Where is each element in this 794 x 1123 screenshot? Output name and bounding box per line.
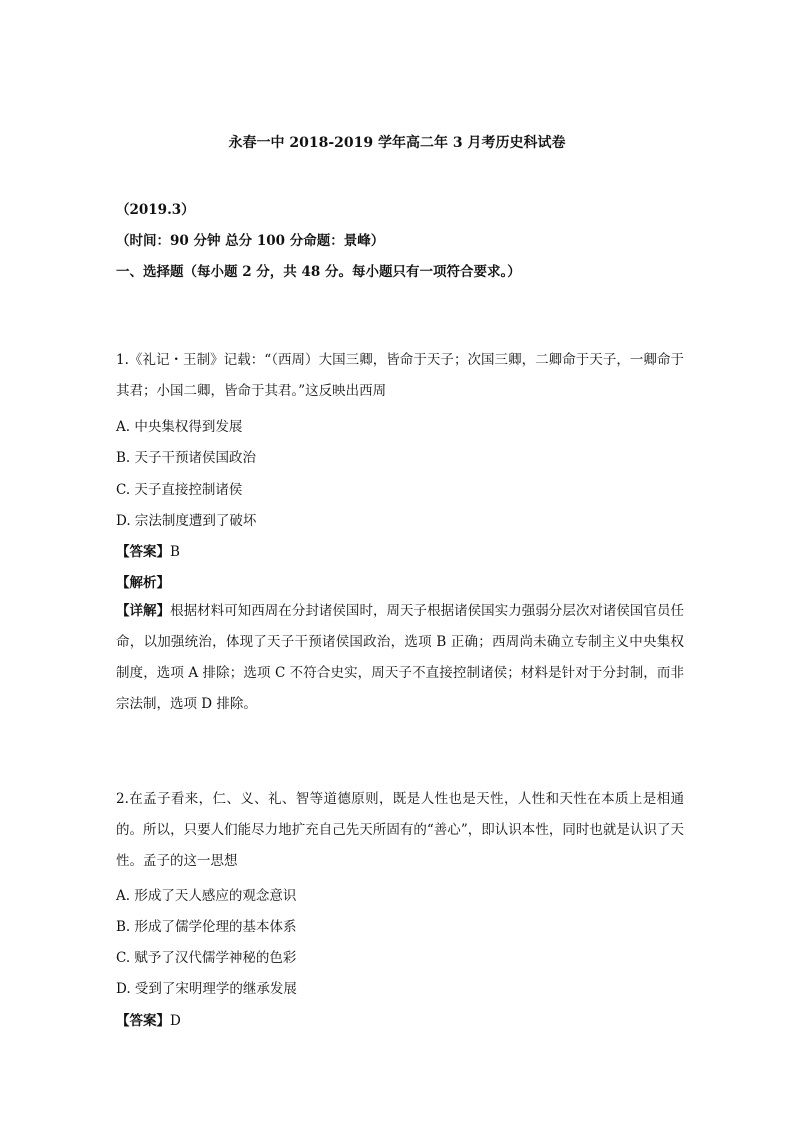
exam-date: （2019.3）: [116, 202, 195, 218]
question-2-option-b: B. 形成了儒学伦理的基本体系: [116, 919, 297, 935]
question-1-detail: [116, 596, 684, 720]
question-1-option-b: B. 天子干预诸侯国政治: [116, 450, 257, 466]
question-2-option-a: A. 形成了天人感应的观念意识: [116, 888, 297, 904]
answer-label: 【答案】: [116, 1013, 170, 1029]
analysis-label: 【解析】: [116, 575, 170, 591]
question-2-option-d: D. 受到了宋明理学的继承发展: [116, 981, 297, 997]
question-1-stem: 1.《礼记・王制》记载：“（西周）大国三卿，皆命于天子；次国三卿，二卿命于天子，一卿命于其君；小国二卿，皆命于其君。”这反映出西周: [116, 352, 684, 399]
answer-value: D: [170, 1013, 181, 1029]
question-2-answer: [116, 1009, 181, 1029]
question-1-option-d: D. 宗法制度遭到了破坏: [116, 513, 257, 529]
question-1-option-a: A. 中央集权得到发展: [116, 419, 243, 435]
exam-title: 永春一中 2018-2019 学年高二年 3 月考历史科试卷: [228, 135, 566, 151]
detail-label: 【详解】: [116, 603, 171, 619]
question-2-stem: 2.在孟子看来，仁、义、礼、智等道德原则，既是人性也是天性，人性和天性在本质上是相通的。所以，只要人们能尽力地扩充自己先天所固有的“善心”，即认识本性，同时也就是认识了天性。孟子的这一思想: [116, 791, 684, 869]
exam-info: （时间：90 分钟 总分 100 分命题：景峰）: [116, 233, 385, 249]
question-1-answer: [116, 540, 180, 560]
answer-value: B: [170, 544, 180, 560]
question-2-option-c: C. 赋予了汉代儒学神秘的色彩: [116, 950, 297, 966]
detail-text: 根据材料可知西周在分封诸侯国时，周天子根据诸侯国实力强弱分层次对诸侯国官员任命，以加强统治，体现了天子干预诸侯国政治，选项 B 正确；西周尚未确立专制主义中央集权制度，选项 A 排除；选项 C 不符合史实，周天子不直接控制诸侯；材料是针对于分封制，而非宗法制，选项 D 排除。: [116, 603, 685, 712]
section-heading: 一、选择题（每小题 2 分，共 48 分。每小题只有一项符合要求。）: [116, 264, 521, 280]
question-1-option-c: C. 天子直接控制诸侯: [116, 482, 243, 498]
answer-label: 【答案】: [116, 544, 170, 560]
